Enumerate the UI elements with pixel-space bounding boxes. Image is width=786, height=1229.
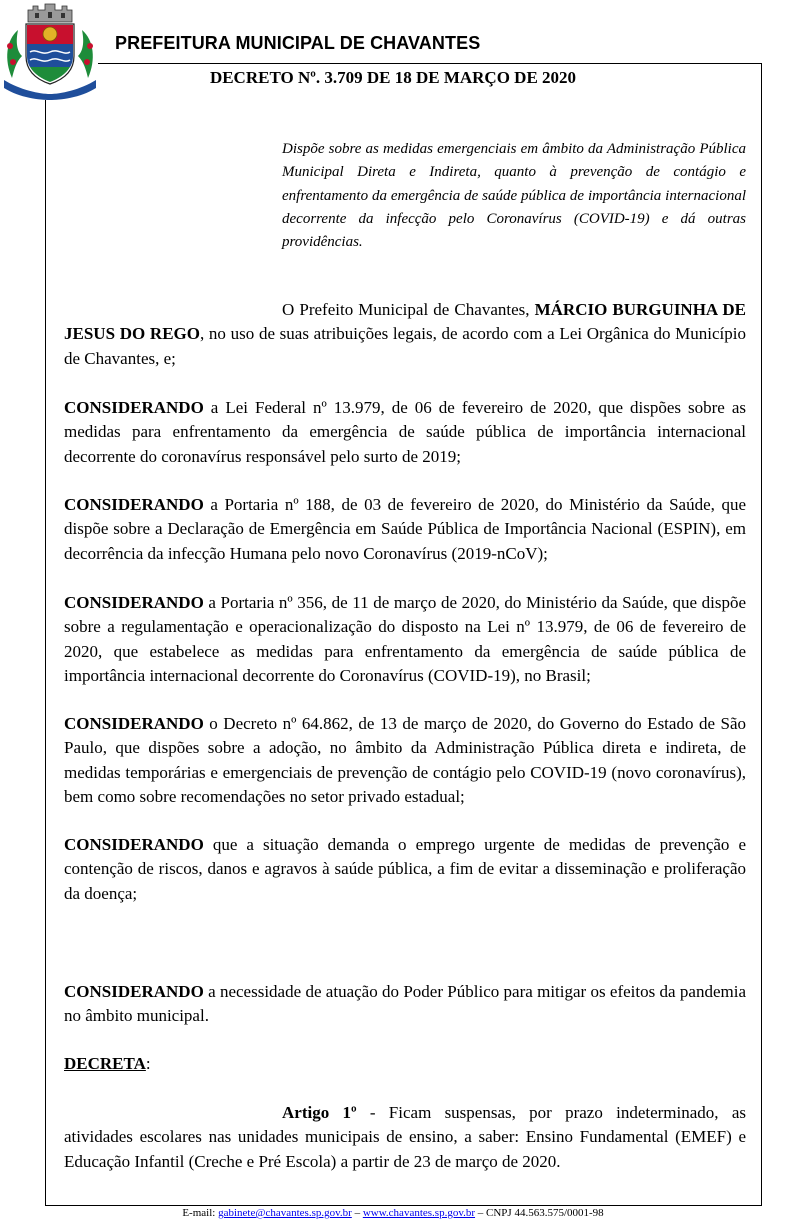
decree-summary: Dispõe sobre as medidas emergenciais em âmbito da Administração Pública Municipal Direta e Indireta, quanto à prevenção de contágio e enfrentamento da emergência de saúde pública de importância internacional decorrente da infecção pelo Coronavírus (COVID-19) e dá outras providências. <box>282 141 746 251</box>
considerando-label: CONSIDERANDO <box>64 982 204 1001</box>
article-1-label: Artigo 1º <box>282 1103 357 1122</box>
considerando-paragraph <box>64 833 746 906</box>
considerando-text: a Portaria nº 188, de 03 de fevereiro de 2020, do Ministério da Saúde, que dispõe sobre a Declaração de Emergência em Saúde Pública de Importância Nacional (ESPIN), em decorrência da infecção Humana pelo novo Coronavírus (2019-nCoV); <box>64 495 746 563</box>
considerando-paragraph <box>64 493 746 566</box>
footer-email-link[interactable]: gabinete@chavantes.sp.gov.br <box>218 1207 352 1219</box>
frame-top-border <box>98 63 762 64</box>
footer-cnpj: CNPJ 44.563.575/0001-98 <box>486 1207 604 1219</box>
considerando-paragraph <box>64 712 746 809</box>
intro-lead: O Prefeito Municipal de Chavantes, <box>282 300 535 319</box>
considerando-label: CONSIDERANDO <box>64 593 204 612</box>
frame-bottom-border <box>45 1205 762 1206</box>
frame-right-border <box>761 63 762 1205</box>
considerando-paragraph <box>64 396 746 469</box>
considerando-label: CONSIDERANDO <box>64 835 204 854</box>
considerando-label: CONSIDERANDO <box>64 398 204 417</box>
considerando-text: o Decreto nº 64.862, de 13 de março de 2020, do Governo do Estado de São Paulo, que dispões sobre a adoção, no âmbito da Administração Pública direta e indireta, de medidas temporárias e emergenciais de prevenção de contágio pelo COVID-19 (novo coronavírus), bem como sobre recomendações no setor privado estadual; <box>64 714 746 806</box>
footer-separator: – <box>351 1207 363 1219</box>
considerando-label: CONSIDERANDO <box>64 495 204 514</box>
decree-title: DECRETO Nº. 3.709 DE 18 DE MARÇO DE 2020 <box>209 68 577 87</box>
municipality-heading: PREFEITURA MUNICIPAL DE CHAVANTES <box>115 33 481 53</box>
footer-email-label: E-mail: <box>182 1207 219 1219</box>
decreta-heading <box>64 1052 746 1076</box>
article-1-text: - Ficam suspensas, por prazo indeterminado, as atividades escolares nas unidades municipais de ensino, a saber: Ensino Fundamental (EMEF) e Educação Infantil (Creche e Pré Escola) a partir de 23 de março de 2020. <box>64 1103 746 1171</box>
frame-left-border <box>45 100 46 1205</box>
considerando-text: a Portaria nº 356, de 11 de março de 2020, do Ministério da Saúde, que dispõe sobre a regulamentação e operacionalização do disposto na Lei nº 13.979, de 06 de fevereiro de 2020, que estabelece as medidas para enfrentamento da emergência de saúde pública de importância internacional decorrente do Coronavírus (COVID-19), no Brasil; <box>64 593 746 685</box>
considerando-paragraph <box>64 591 746 688</box>
intro-paragraph <box>64 298 746 371</box>
footer-separator: – <box>475 1207 487 1219</box>
mayor-name: MÁRCIO BURGUINHA DE JESUS DO REGO <box>64 300 746 344</box>
intro-rest: , no uso de suas atribuições legais, de acordo com a Lei Orgânica do Município de Chavantes, e; <box>64 324 746 368</box>
footer-website-link[interactable]: www.chavantes.sp.gov.br <box>362 1207 476 1219</box>
decreta-suffix: : <box>145 1054 151 1073</box>
considerando-paragraph <box>64 980 746 1029</box>
considerando-text: a Lei Federal nº 13.979, de 06 de fevereiro de 2020, que dispões sobre as medidas para enfrentamento da emergência de saúde pública de importância internacional decorrente do coronavírus responsável pelo surto de 2019; <box>64 398 746 466</box>
decreta-label: DECRETA <box>64 1054 146 1073</box>
article-1-paragraph <box>64 1101 746 1174</box>
considerando-text: que a situação demanda o emprego urgente de medidas de prevenção e contenção de riscos, danos e agravos à saúde pública, a fim de evitar a disseminação e proliferação da doença; <box>64 835 746 903</box>
footer-contact <box>0 1207 786 1219</box>
considerando-label: CONSIDERANDO <box>64 714 204 733</box>
considerando-text: a necessidade de atuação do Poder Público para mitigar os efeitos da pandemia no âmbito municipal. <box>64 982 746 1026</box>
